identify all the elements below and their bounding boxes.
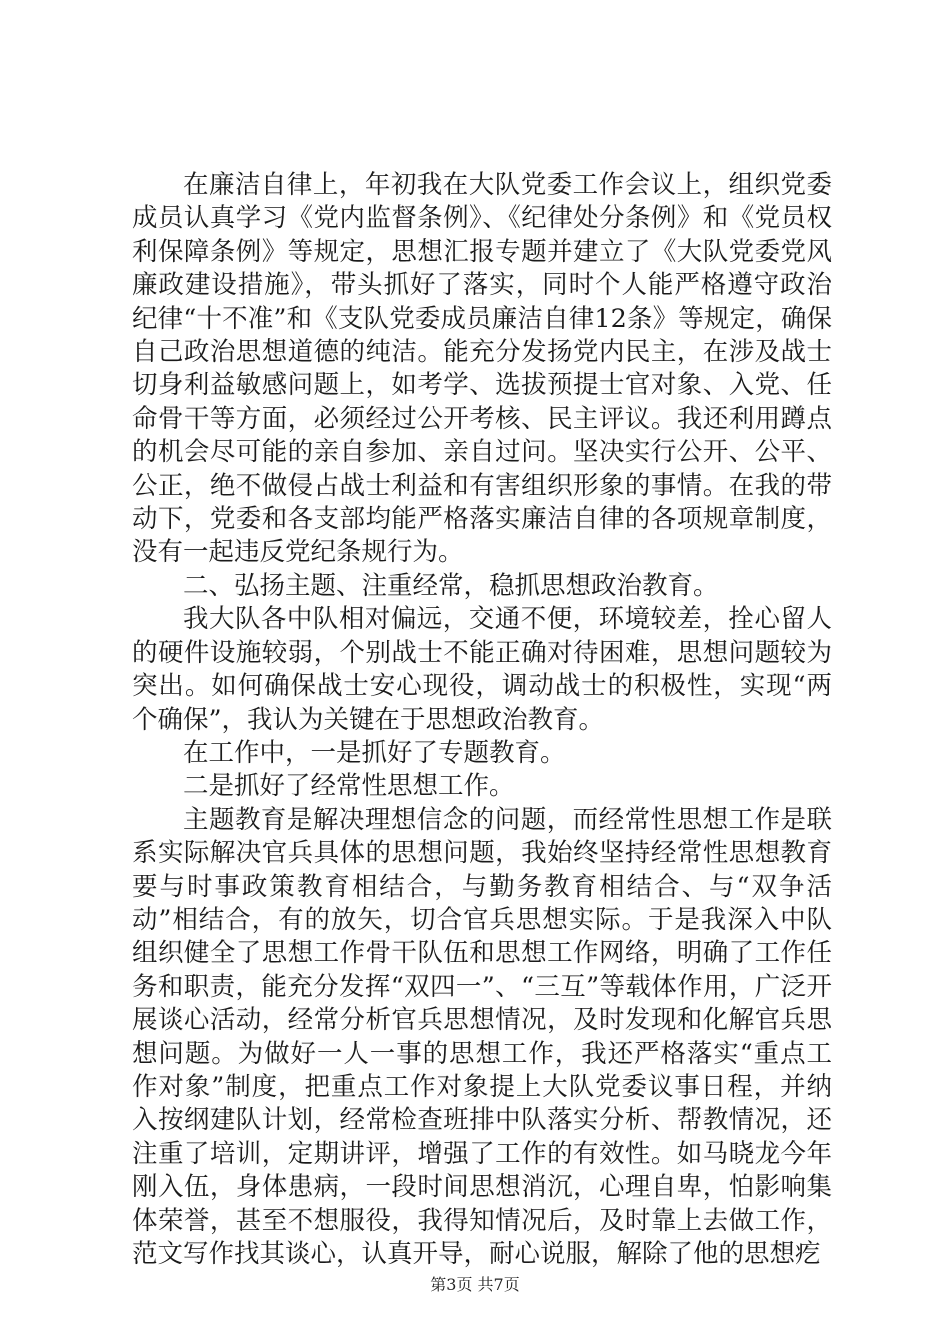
paragraph-point-two: 二是抓好了经常性思想工作。 xyxy=(183,771,515,802)
document-body xyxy=(132,169,832,1271)
section-heading-political-education: 二、弘扬主题、注重经常，稳抓思想政治教育。 xyxy=(183,570,719,601)
paragraph-routine-work: 主题教育是解决理想信念的问题，而经常性思想工作是联系实际解决官兵具体的思想问题，我始终坚持经常性思想教育要与时事政策教育相结合，与勤务教育相结合、与“双争活动”相结合，有的放矢，切合官兵思想实际。于是我深入中队组织健全了思想工作骨干队伍和思想工作网络，明确了工作任务和职责，能充分发挥“双四一”、“三互”等载体作用，广泛开展谈心活动，经常分析官兵思想情况，及时发现和化解官兵思想问题。为做好一人一事的思想工作，我还严格落实“重点工作对象”制度，把重点工作对象提上大队党委议事日程，并纳入按纲建队计划，经常检查班排中队落实分析、帮教情况，还注重了培训，定期讲评，增强了工作的有效性。如马晓龙今年刚入伍，身体患病，一段时间思想消沉，心理自卑，怕影响集体荣誉，甚至不想服役，我得知情况后，及时靠上去做工作，范文写作找其谈心，认真开导，耐心说服，解除了他的思想疙 xyxy=(132,804,832,1269)
paragraph-integrity: 在廉洁自律上，年初我在大队党委工作会议上，组织党委成员认真学习《党内监督条例》、《纪律处分条例》和《党员权利保障条例》等规定，思想汇报专题并建立了《大队党委党风廉政建设措施》，带头抓好了落实，同时个人能严格遵守政治纪律“十不准”和《支队党委成员廉洁自律12条》等规定，确保自己政治思想道德的纯洁。能充分发扬党内民主，在涉及战士切身利益敏感问题上，如考学、选拔预提士官对象、入党、任命骨干等方面，必须经过公开考核、民主评议。我还利用蹲点的机会尽可能的亲自参加、亲自过问。坚决实行公开、公平、公正，绝不做侵占战士利益和有害组织形象的事情。在我的带动下，党委和各支部均能严格落实廉洁自律的各项规章制度，没有一起违反党纪条规行为。 xyxy=(132,170,832,568)
paragraph-background: 我大队各中队相对偏远，交通不便，环境较差，拴心留人的硬件设施较弱，个别战士不能正确对待困难，思想问题较为突出。如何确保战士安心现役，调动战士的积极性，实现“两个确保”，我认为关键在于思想政治教育。 xyxy=(132,604,832,735)
page-number-footer: 第3页 共7页 xyxy=(430,1275,520,1294)
paragraph-point-one: 在工作中，一是抓好了专题教育。 xyxy=(183,737,566,768)
